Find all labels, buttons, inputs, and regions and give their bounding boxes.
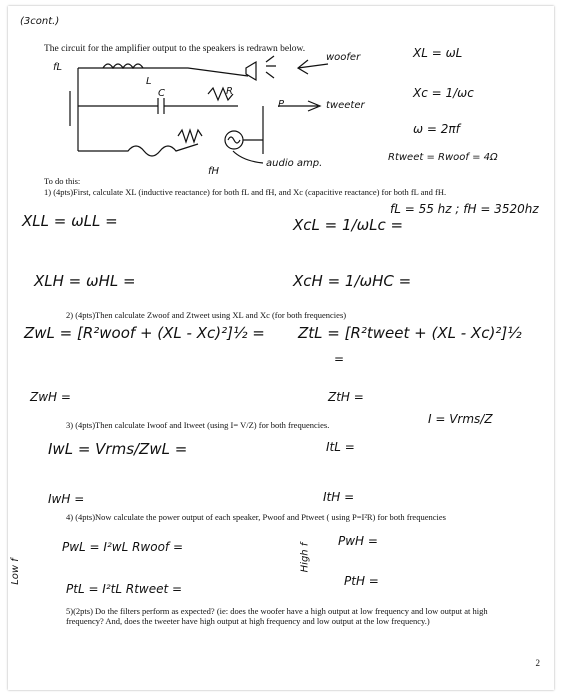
- work-itl: ItL =: [326, 440, 355, 454]
- label-fh: fH: [208, 166, 220, 177]
- question-1: 1) (4pts)First, calculate XL (inductive reactance) for both fL and fH, and Xc (capacitive reactance) for both fL and fH.: [44, 187, 447, 197]
- work-pwl: PwL = I²wL Rwoof =: [62, 540, 184, 554]
- work-iwl: IwL = Vrms/ZwL =: [48, 440, 188, 458]
- label-audio-amp: audio amp.: [266, 158, 323, 169]
- work-eq: =: [334, 352, 345, 366]
- work-zth: ZtH =: [328, 390, 364, 404]
- intro-text: The circuit for the amplifier output to the speakers is redrawn below.: [44, 44, 306, 54]
- formula-resistance: Rtweet = Rwoof = 4Ω: [388, 152, 498, 163]
- work-xll: XLL = ωLL =: [22, 212, 118, 230]
- work-xcl: XcL = 1/ωLc =: [293, 216, 404, 234]
- label-low-f: Low f: [9, 558, 21, 585]
- label-woofer: woofer: [326, 52, 361, 63]
- question-4: 4) (4pts)Now calculate the power output of each speaker, Pwoof and Ptweet ( using P=I²R) for both frequencies: [66, 512, 446, 522]
- todo-label: To do this:: [44, 176, 81, 186]
- work-ptl: PtL = I²tL Rtweet =: [66, 582, 183, 596]
- work-xch: XcH = 1/ωHC =: [293, 272, 412, 290]
- label-L: L: [146, 76, 152, 87]
- frequency-values: fL = 55 hz ; fH = 3520hz: [390, 202, 539, 216]
- formula-xc: Xc = 1/ωc: [413, 86, 474, 100]
- work-xlh: XLH = ωHL =: [34, 272, 136, 290]
- question-3: 3) (4pts)Then calculate Iwoof and Itweet (using I= V/Z) for both frequencies.: [66, 420, 330, 430]
- current-formula: I = Vrms/Z: [428, 412, 493, 426]
- work-pth: PtH =: [344, 574, 379, 588]
- label-R: R: [226, 86, 233, 97]
- work-zwh: ZwH =: [30, 390, 71, 404]
- label-high-f: High f: [299, 542, 311, 573]
- question-5: 5)(2pts) Do the filters perform as expected? (ie: does the woofer have a high output at low frequency and low output at high frequency? And, does the tweeter have high output at high frequency and low output at the low frequency.): [66, 606, 488, 626]
- work-zwl: ZwL = [R²woof + (XL - Xc)²]½ =: [24, 324, 265, 342]
- label-fl: fL: [53, 62, 63, 73]
- work-ith: ItH =: [323, 490, 355, 504]
- work-ztl: ZtL = [R²tweet + (XL - Xc)²]½: [298, 324, 522, 342]
- label-tweeter: tweeter: [326, 100, 365, 111]
- label-P: P: [278, 99, 285, 110]
- formula-omega: ω = 2πf: [413, 122, 460, 136]
- question-2: 2) (4pts)Then calculate Zwoof and Ztweet using XL and Xc (for both frequencies): [66, 310, 347, 320]
- formula-xl: XL = ωL: [413, 46, 463, 60]
- label-C: C: [158, 88, 165, 99]
- work-iwh: IwH =: [48, 492, 85, 506]
- header-note: (3cont.): [20, 16, 60, 27]
- worksheet-page: [8, 6, 554, 690]
- page-number: 2: [535, 658, 540, 668]
- work-pwh: PwH =: [338, 534, 378, 548]
